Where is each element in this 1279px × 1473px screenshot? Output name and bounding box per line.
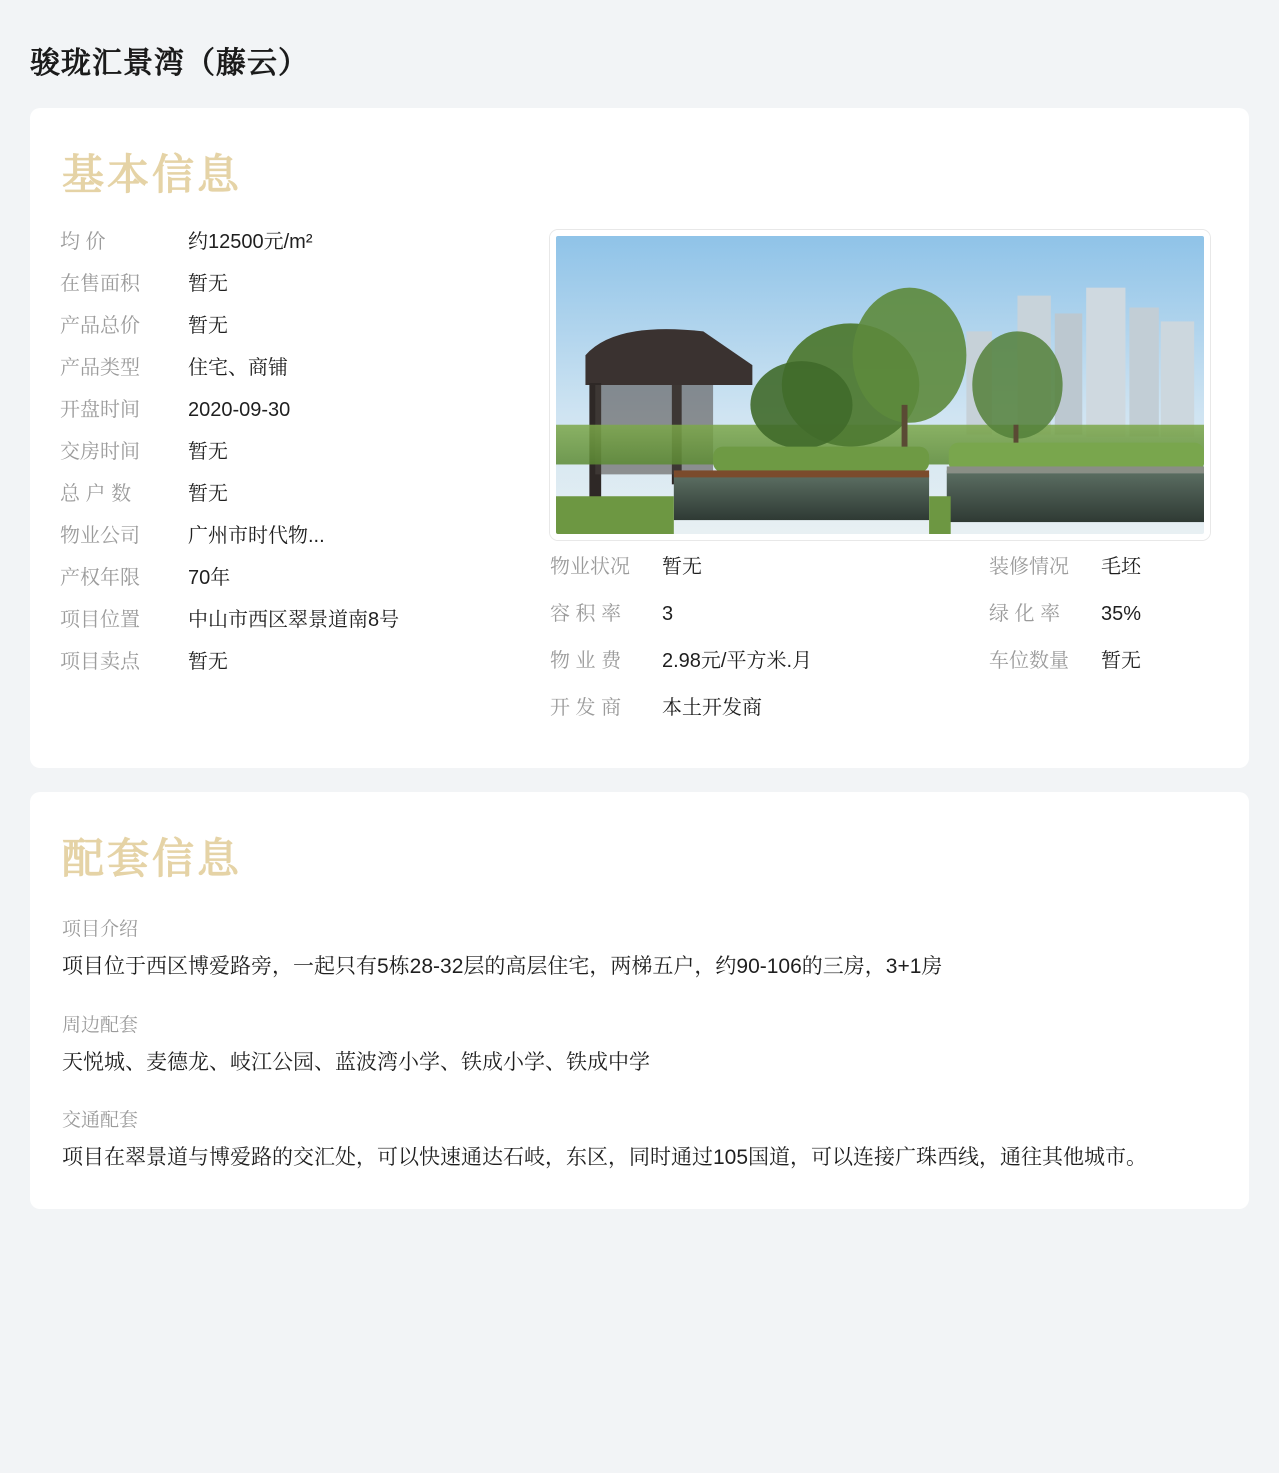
basic-info-sub-column-2 <box>989 550 1219 738</box>
info-value: 暂无 <box>188 315 228 337</box>
page-title: 骏珑汇景湾（藤云） <box>30 47 309 80</box>
info-row-green-rate <box>989 597 1219 626</box>
info-value: 暂无 <box>1101 650 1141 672</box>
info-label: 物业公司 <box>60 525 140 547</box>
info-value: 35% <box>1101 603 1142 625</box>
info-row-developer <box>550 691 989 720</box>
info-row-plot-ratio <box>550 597 989 626</box>
facilities-card <box>30 792 1249 1209</box>
basic-info-sub-column-1 <box>550 550 989 738</box>
info-value: 3 <box>662 603 674 625</box>
info-row-property-status <box>550 550 989 579</box>
basic-info-sub-grid <box>544 550 1219 738</box>
info-row-location <box>60 608 530 632</box>
info-label: 物 业 费 <box>550 650 622 672</box>
info-value: 住宅、商铺 <box>188 357 288 379</box>
info-label: 容 积 率 <box>550 603 622 625</box>
info-label: 车位数量 <box>989 650 1069 672</box>
info-value: 70年 <box>188 567 231 589</box>
info-row-household-count <box>60 482 530 506</box>
project-photo-image <box>556 236 1204 534</box>
info-value: 2.98元/平方米.月 <box>662 650 813 672</box>
info-label: 物业状况 <box>550 556 630 578</box>
info-label: 绿 化 率 <box>989 603 1061 625</box>
info-value: 约12500元/m² <box>188 231 313 253</box>
info-row-parking-count <box>989 644 1219 673</box>
info-label: 在售面积 <box>60 273 140 295</box>
info-value: 中山市西区翠景道南8号 <box>188 609 400 631</box>
info-row-area <box>60 272 530 296</box>
info-value: 毛坯 <box>1101 556 1141 578</box>
info-label: 产权年限 <box>60 567 140 589</box>
facilities-heading-intro: 项目介绍 <box>62 919 139 940</box>
info-label: 交房时间 <box>60 441 140 463</box>
basic-info-left-column <box>60 230 530 692</box>
facilities-text-intro: 项目位于西区博爱路旁，一起只有5栋28-32层的高层住宅，两梯五户，约90-106的三房，3+1房 <box>62 955 943 978</box>
info-value: 暂无 <box>188 651 228 673</box>
info-label: 项目位置 <box>60 609 140 631</box>
facilities-heading-transport: 交通配套 <box>62 1110 139 1132</box>
facilities-heading-surrounding: 周边配套 <box>62 1014 139 1036</box>
info-label: 项目卖点 <box>60 651 140 673</box>
info-label: 开盘时间 <box>60 399 140 421</box>
basic-info-title: 基本信息 <box>62 151 243 198</box>
info-value: 广州市时代物... <box>188 525 325 547</box>
info-label: 产品类型 <box>60 357 140 379</box>
info-row-delivery-date <box>60 440 530 464</box>
info-label: 装修情况 <box>989 556 1069 578</box>
info-label: 产品总价 <box>60 315 140 337</box>
info-value: 暂无 <box>188 441 228 463</box>
info-row-ownership-years <box>60 566 530 590</box>
info-label: 均 价 <box>60 231 106 253</box>
info-value: 本土开发商 <box>662 697 762 719</box>
basic-info-right-column <box>530 230 1219 738</box>
info-value: 暂无 <box>188 483 228 505</box>
basic-info-card <box>30 108 1249 768</box>
info-label: 开 发 商 <box>550 697 622 719</box>
info-row-decoration <box>989 550 1219 579</box>
info-label: 总 户 数 <box>60 483 132 505</box>
facilities-text-surrounding: 天悦城、麦德龙、岐江公园、蓝波湾小学、铁成小学、铁成中学 <box>62 1050 650 1074</box>
info-row-total-price <box>60 314 530 338</box>
info-row-product-type <box>60 356 530 380</box>
info-row-property-fee <box>550 644 989 673</box>
info-value: 暂无 <box>188 273 228 295</box>
info-row-property-company <box>60 524 530 548</box>
info-row-price <box>60 230 530 254</box>
info-value: 2020-09-30 <box>188 399 291 421</box>
info-value: 暂无 <box>662 556 702 578</box>
project-photo <box>550 230 1210 540</box>
info-row-open-date <box>60 398 530 422</box>
info-row-selling-point <box>60 650 530 674</box>
facilities-text-transport: 项目在翠景道与博爱路的交汇处，可以快速通达石岐，东区，同时通过105国道，可以连接广珠西线，通往其他城市。 <box>62 1146 1148 1170</box>
facilities-title: 配套信息 <box>62 835 243 882</box>
